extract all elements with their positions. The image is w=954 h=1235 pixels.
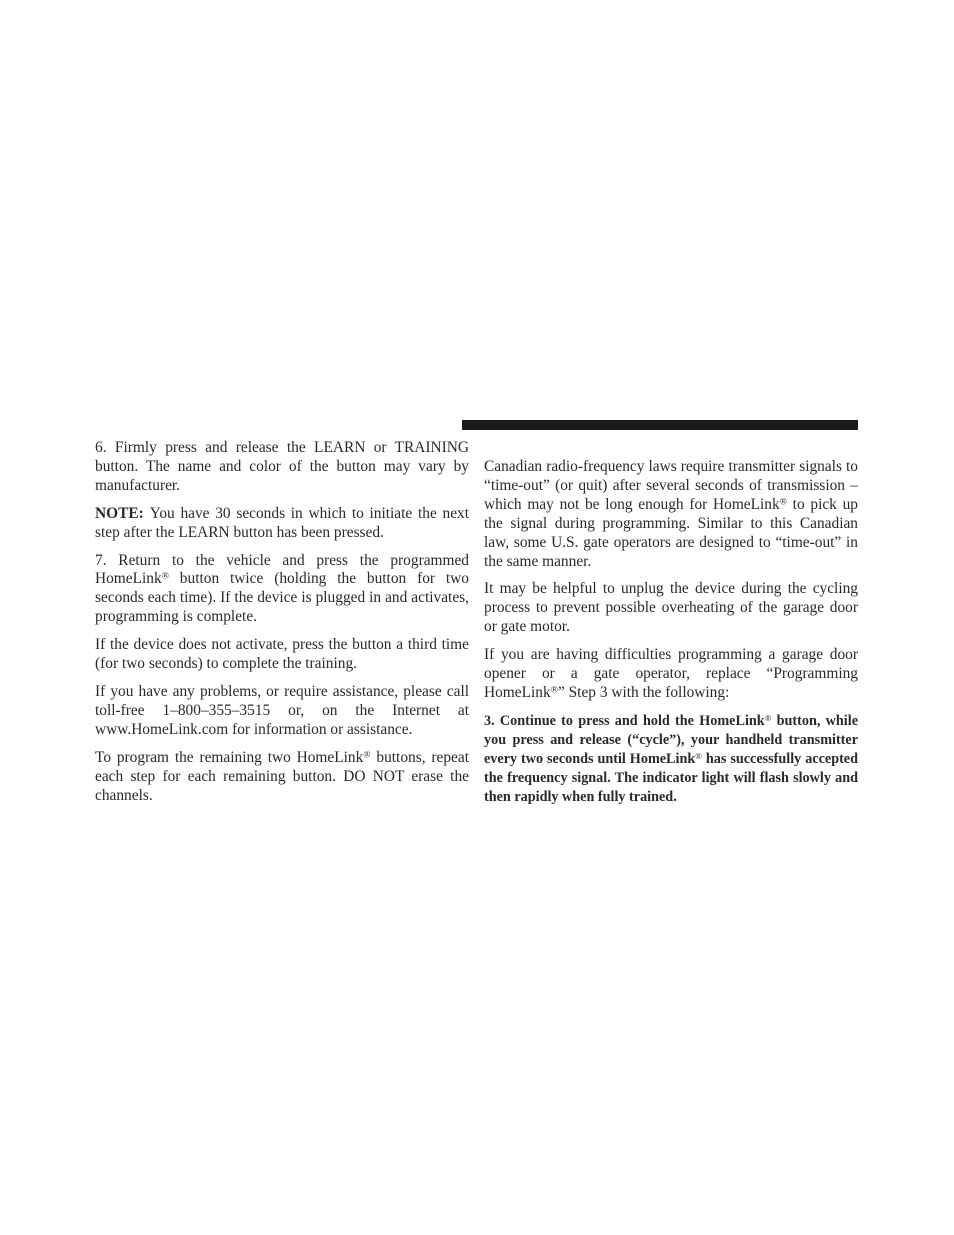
note-paragraph — [95, 505, 469, 543]
difficulties-text-b: ” Step 3 with the following: — [557, 683, 730, 701]
registered-mark: ® — [779, 496, 787, 508]
registered-mark: ® — [695, 750, 702, 761]
step-7-text-a: 7. Return to the vehicle and press the programmed HomeLink — [95, 551, 469, 588]
remaining-buttons-paragraph — [95, 749, 469, 806]
registered-mark: ® — [764, 712, 772, 723]
assistance-paragraph: If you have any problems, or require assistance, please call toll-free 1–800–355–3515 or, on the Internet at www.HomeLink.com for information or assistance. — [95, 682, 469, 738]
left-column — [95, 439, 469, 814]
right-column — [484, 458, 858, 815]
difficulties-text-a: If you are having difficulties programming a garage door opener or a gate operator, replace “Programming HomeLink — [484, 646, 858, 701]
canadian-law-paragraph — [484, 458, 858, 571]
registered-mark: ® — [550, 684, 558, 696]
replacement-step-3-paragraph — [484, 712, 858, 807]
step-3-text-a: 3. Continue to press and hold the HomeLink — [484, 712, 765, 729]
section-header-bar — [462, 420, 858, 430]
difficulties-paragraph — [484, 646, 858, 703]
note-text: You have 30 seconds in which to initiate the next step after the LEARN button has been pressed. — [95, 504, 469, 541]
note-label: NOTE: — [95, 504, 144, 522]
registered-mark: ® — [161, 571, 169, 583]
step-7-paragraph — [95, 552, 469, 628]
canadian-text-b: to pick up the signal during programming. Similar to this Canadian law, some U.S. gate operators are designed to “time-out” in the same manner. — [484, 495, 858, 570]
unplug-paragraph: It may be helpful to unplug the device during the cycling process to prevent possible overheating of the garage door or gate motor. — [484, 580, 858, 636]
canadian-text-a: Canadian radio-frequency laws require transmitter signals to “time-out” (or quit) after several seconds of transmission – which may not be long enough for HomeLink — [484, 458, 858, 513]
step-7-text-b: button twice (holding the button for two seconds each time). If the device is plugged in and activates, programming is complete. — [95, 570, 469, 626]
remaining-text-b: buttons, repeat each step for each remaining button. DO NOT erase the channels. — [95, 748, 469, 804]
step-6-paragraph: 6. Firmly press and release the LEARN or TRAINING button. The name and color of the button may vary by manufacturer. — [95, 439, 469, 494]
step-3-text-c: has successfully accepted the frequency signal. The indicator light will flash slowly and then rapidly when fully trained. — [484, 750, 858, 805]
no-activation-paragraph: If the device does not activate, press the button a third time (for two seconds) to complete the training. — [95, 636, 469, 673]
registered-mark: ® — [363, 749, 371, 761]
step-3-text-b: button, while you press and release (“cycle”), your handheld transmitter every two seconds until HomeLink — [484, 712, 858, 767]
remaining-text-a: To program the remaining two HomeLink — [95, 748, 364, 766]
